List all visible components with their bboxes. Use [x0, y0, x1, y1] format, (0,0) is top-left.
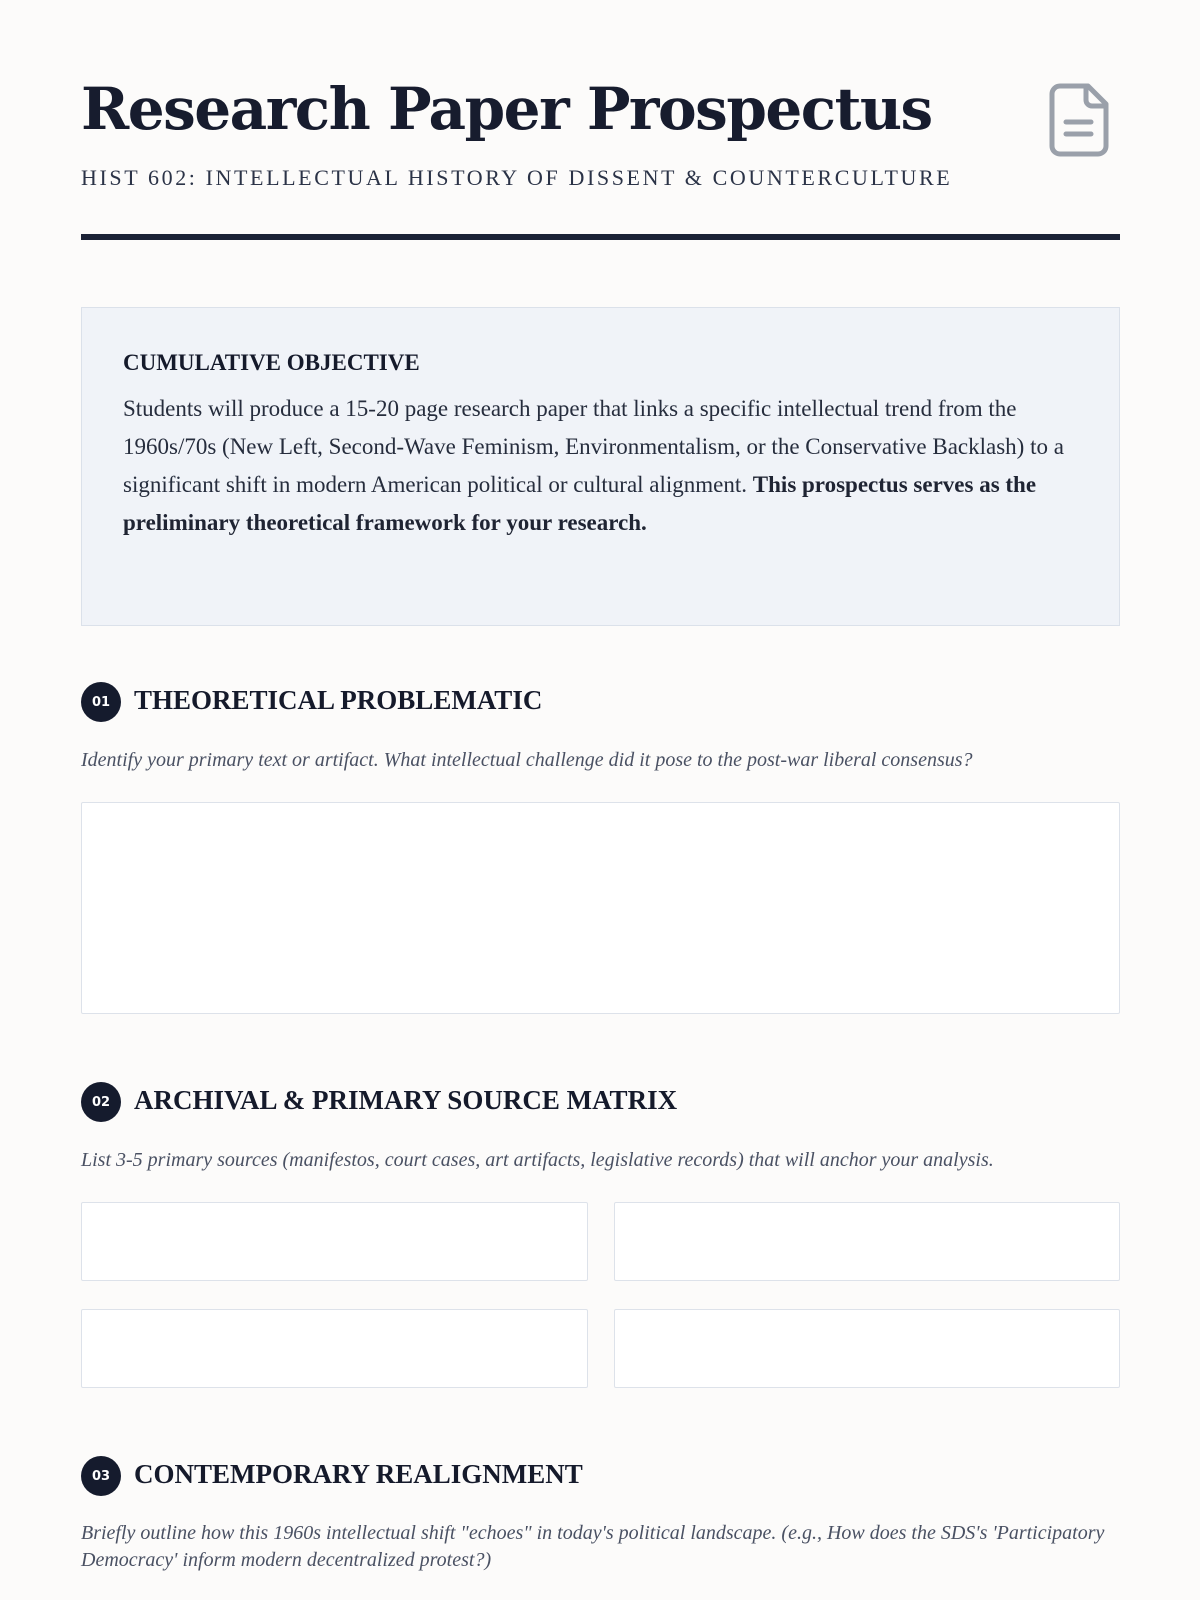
objective-text [123, 390, 1079, 542]
primary-source-input-2[interactable] [614, 1202, 1120, 1281]
primary-source-input-4[interactable] [614, 1309, 1120, 1388]
section-description: List 3-5 primary sources (manifestos, court cases, art artifacts, legislative records) that will anchor your analysis. [81, 1149, 994, 1171]
primary-source-input-3[interactable] [81, 1309, 588, 1388]
page-title: Research Paper Prospectus [81, 75, 932, 143]
document-icon [1048, 82, 1112, 158]
section-title: CONTEMPORARY REALIGNMENT [134, 1459, 583, 1489]
header-divider [81, 234, 1120, 240]
section-title: ARCHIVAL & PRIMARY SOURCE MATRIX [134, 1085, 678, 1115]
theoretical-problematic-textarea[interactable] [81, 802, 1120, 1014]
objective-heading: CUMULATIVE OBJECTIVE [123, 350, 420, 375]
objective-panel [81, 307, 1120, 626]
section-description: Identify your primary text or artifact. What intellectual challenge did it pose to the post-war liberal consensus? [81, 749, 973, 771]
primary-source-input-1[interactable] [81, 1202, 588, 1281]
section-number-badge: 02 [81, 1082, 121, 1122]
section-description: Briefly outline how this 1960s intellectual shift "echoes" in today's political landscape. (e.g., How does the SDS's 'Participatory Democracy' inform modern decentralized protest?) [81, 1522, 1105, 1571]
course-subtitle: HIST 602: INTELLECTUAL HISTORY OF DISSENT & COUNTERCULTURE [81, 165, 953, 190]
section-title: THEORETICAL PROBLEMATIC [134, 685, 543, 715]
section-number-badge: 01 [81, 682, 121, 722]
section-number-badge: 03 [81, 1456, 121, 1496]
objective-emphasis: This prospectus serves as the preliminary theoretical framework for your research. [123, 472, 1037, 535]
objective-body: Students will produce a 15-20 page research paper that links a specific intellectual trend from the 1960s/70s (New Left, Second-Wave Feminism, Environmentalism, or the Conservative Backlash) to a significant shift in modern American political or cultural alignment. [123, 396, 1064, 497]
